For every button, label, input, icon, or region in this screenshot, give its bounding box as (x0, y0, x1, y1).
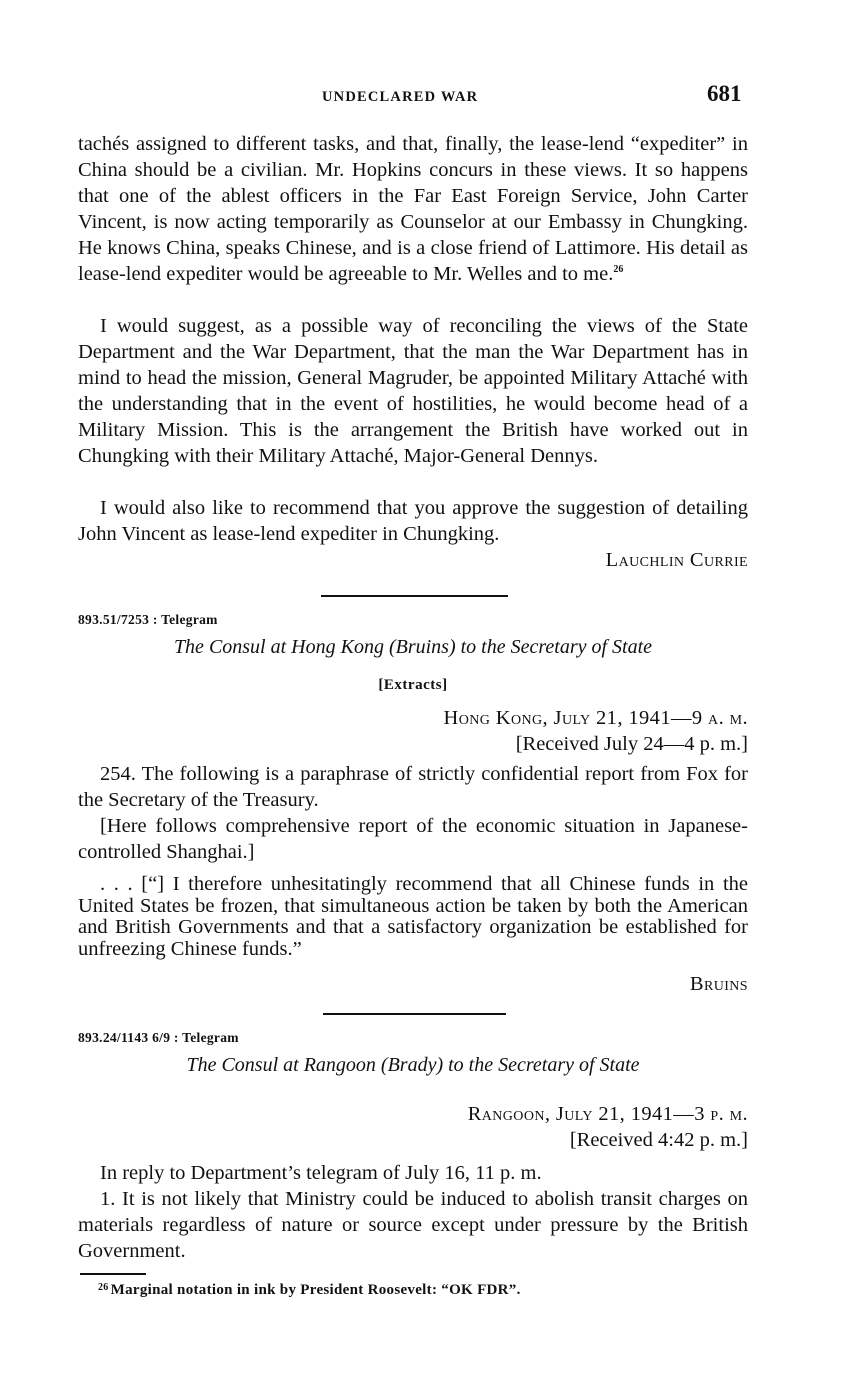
footnote (98, 1282, 521, 1299)
doc2-paragraph-2: 1. It is not likely that Ministry could be induced to abolish transit charges on materials regardless of nature or source except under pressure by the British Government. (78, 1188, 748, 1262)
dateline-2 (468, 1101, 748, 1127)
memo-signature: Lauchlin Currie (605, 549, 748, 571)
doc1-signature: Bruins (689, 973, 748, 995)
page-number: 681 (707, 81, 742, 106)
section-divider-1 (321, 595, 508, 597)
memo-paragraph-1 (78, 131, 748, 287)
doc1-paragraph-1: 254. The following is a paraphrase of strictly confidential report from Fox for the Secretary of the Treasury. (78, 763, 748, 811)
dateline-1-text: Hong Kong, July 21, 1941—9 a. m. (443, 707, 748, 729)
received-line-2: [Received 4:42 p. m.] (569, 1129, 748, 1151)
document-heading-2: The Consul at Rangoon (Brady) to the Secretary of State (186, 1054, 640, 1076)
memo-paragraph-1-text: tachés assigned to different tasks, and that, finally, the lease-lend “expediter” in China should be a civilian. Mr. Hopkins concurs in these views. It so happens that one of the ablest officers in the Far East Foreign Service, John Carter Vincent, is now acting temporarily as Counselor at our Embassy in Chungking. He knows China, speaks Chinese, and is a close friend of Lattimore. His detail as lease-lend expediter would be agreeable to Mr. Welles and to me. (78, 133, 748, 285)
extracts-label: [Extracts] (378, 677, 448, 693)
doc1-paragraph-2: [Here follows comprehensive report of the economic situation in Japanese-controlled Shanghai.] (78, 815, 748, 863)
dateline-1 (444, 705, 748, 731)
footnote-reference: 26 (613, 264, 624, 276)
memo-paragraph-2: I would suggest, as a possible way of reconciling the views of the State Department and the War Department, that the man the War Department has in mind to head the mission, General Magruder, be appointed Military Attaché with the understanding that in the event of hostilities, he would become head of a Military Mission. This is the arrangement the British have worked out in Chungking with their Military Attaché, Major-General Dennys. (78, 315, 748, 467)
dateline-2-text: Rangoon, July 21, 1941—3 p. m. (467, 1103, 748, 1125)
file-reference-1: 893.51/7253 : Telegram (78, 612, 218, 627)
section-divider-2 (323, 1013, 506, 1015)
doc1-paragraph-3: . . . [“] I therefore unhesitatingly recommend that all Chinese funds in the United States be frozen, that simultaneous action be taken by both the American and British Governments and that a satisfactory organization be established for unfreezing Chinese funds.” (78, 873, 748, 960)
footnote-rule (80, 1273, 146, 1275)
doc2-paragraph-1: In reply to Department’s telegram of July 16, 11 p. m. (100, 1162, 542, 1184)
footnote-mark: 26 (98, 1282, 109, 1293)
received-line-1: [Received July 24—4 p. m.] (515, 733, 748, 755)
memo-paragraph-3: I would also like to recommend that you approve the suggestion of detailing John Vincent as lease-lend expediter in Chungking. (78, 497, 748, 545)
footnote-text: Marginal notation in ink by President Roosevelt: “OK FDR”. (110, 1282, 521, 1298)
running-title: UNDECLARED WAR (322, 89, 479, 105)
document-heading-1: The Consul at Hong Kong (Bruins) to the Secretary of State (173, 636, 653, 658)
file-reference-2: 893.24/1143 6/9 : Telegram (78, 1030, 239, 1045)
